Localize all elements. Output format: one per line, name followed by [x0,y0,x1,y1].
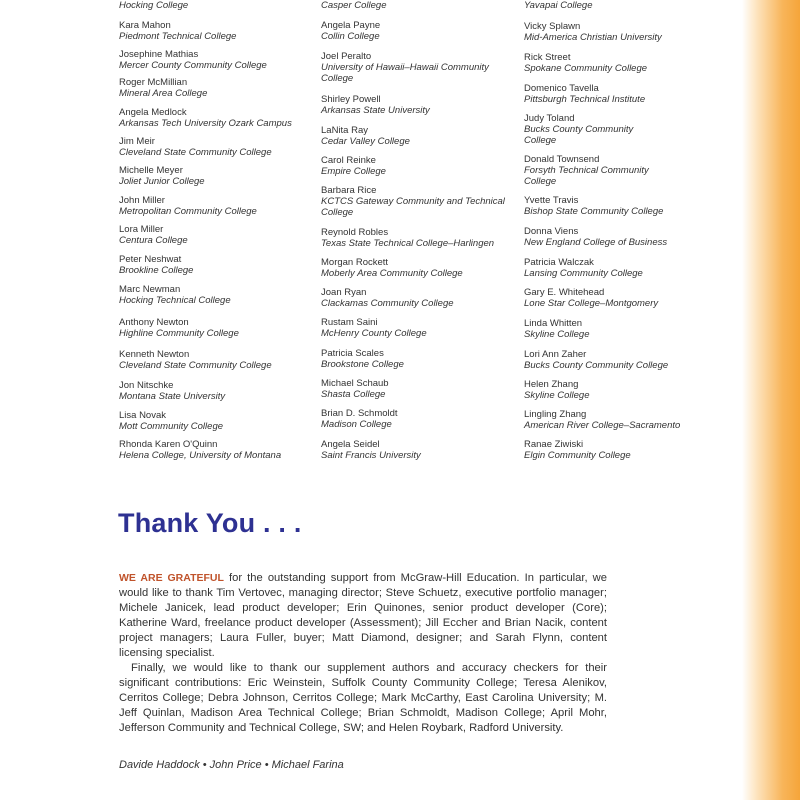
reviewer-name: Judy Toland [524,113,575,124]
reviewer-institution: Hocking Technical College [119,295,231,306]
reviewer-entry [524,287,724,309]
reviewer-institution: Hocking College [119,0,189,11]
reviewer-name: Domenico Tavella [524,83,599,94]
reviewer-institution: Casper College [321,0,387,11]
reviewer-name: Angela Medlock [119,107,187,118]
reviewer-institution: Cleveland State Community College [119,147,272,158]
reviewer-name: Kenneth Newton [119,349,190,360]
reviewer-name: Jim Meir [119,136,155,147]
reviewer-entry [119,439,314,461]
reviewer-entry [119,107,314,129]
reviewer-institution: Brookline College [119,265,194,276]
reviewer-entry [524,83,724,105]
reviewer-institution: University of Hawaii–Hawaii Community College [321,62,489,84]
reviewer-institution: McHenry County College [321,328,427,339]
reviewer-entry [524,439,724,461]
reviewer-name: Carol Reinke [321,155,376,166]
reviewer-entry [524,195,724,217]
reviewer-entry [119,410,314,432]
reviewer-entry [321,378,516,400]
reviewer-institution: Arkansas Tech University Ozark Campus [119,118,292,129]
reviewer-name: Angela Seidel [321,439,380,450]
reviewer-institution: Bishop State Community College [524,206,664,217]
reviewer-institution: Yavapai College [524,0,593,11]
reviewer-entry [119,284,314,306]
reviewer-name: Peter Neshwat [119,254,182,265]
reviewer-entry [119,380,314,402]
reviewer-entry [119,0,314,11]
reviewer-institution: New England College of Business [524,237,668,248]
reviewer-institution: KCTCS Gateway Community and Technical College [321,196,505,218]
decorative-side-band [742,0,800,800]
reviewer-institution: Montana State University [119,391,226,402]
reviewer-institution: Pittsburgh Technical Institute [524,94,646,105]
reviewer-entry [119,224,314,246]
reviewer-entry [119,165,314,187]
reviewer-name: Anthony Newton [119,317,189,328]
reviewer-entry [524,226,724,248]
reviewer-name: Brian D. Schmoldt [321,408,398,419]
reviewer-name: Jon Nitschke [119,380,174,391]
reviewer-name: Morgan Rockett [321,257,389,268]
reviewer-institution: Skyline College [524,329,590,340]
reviewer-entry [321,348,516,370]
reviewer-institution: Saint Francis University [321,450,421,461]
reviewer-institution: Mid-America Christian University [524,32,662,43]
reviewer-name: Donna Viens [524,226,579,237]
reviewer-name: John Miller [119,195,165,206]
author-signature-line: Davide Haddock • John Price • Michael Farina [119,759,344,771]
reviewer-entry [524,409,724,431]
reviewer-institution: Centura College [119,235,188,246]
reviewer-entry [119,317,314,339]
reviewer-institution: Skyline College [524,390,590,401]
reviewer-entry [321,257,516,279]
reviewer-institution: Mercer County Community College [119,60,267,71]
reviewer-entry [321,20,516,42]
reviewer-name: Kara Mahon [119,20,171,31]
reviewer-name: Rustam Saini [321,317,378,328]
acknowledgments-body [119,571,607,736]
reviewer-entry [321,51,516,84]
reviewer-institution: Lansing Community College [524,268,643,279]
reviewer-name: LaNita Ray [321,125,368,136]
reviewer-entry [321,287,516,309]
reviewer-name: Shirley Powell [321,94,381,105]
reviewer-entry [321,94,516,116]
reviewer-institution: Cedar Valley College [321,136,410,147]
reviewer-entry [524,257,724,279]
lead-in-text: WE ARE GRATEFUL [119,572,224,584]
reviewer-name: Linda Whitten [524,318,583,329]
reviewer-institution: Mott Community College [119,421,224,432]
reviewer-institution: Clackamas Community College [321,298,454,309]
reviewer-institution: American River College–Sacramento [524,420,681,431]
reviewer-name: Joel Peralto [321,51,372,62]
reviewer-entry [321,0,516,11]
reviewer-entry [321,439,516,461]
reviewer-institution: Joliet Junior College [119,176,205,187]
reviewer-entry [321,227,516,249]
reviewer-entry [524,349,724,371]
reviewer-institution: Shasta College [321,389,386,400]
reviewer-entry [321,155,516,177]
reviewer-institution: Helena College, University of Montana [119,450,282,461]
reviewer-name: Michelle Meyer [119,165,183,176]
reviewer-institution: Cleveland State Community College [119,360,272,371]
thank-you-heading: Thank You . . . [118,508,302,538]
reviewer-name: Patricia Scales [321,348,384,359]
reviewer-institution: Piedmont Technical College [119,31,237,42]
reviewer-institution: Texas State Technical College–Harlingen [321,238,495,249]
reviewer-entry [321,125,516,147]
reviewer-institution: Elgin Community College [524,450,631,461]
reviewer-entry [321,408,516,430]
reviewer-name: Yvette Travis [524,195,579,206]
reviewer-entry [119,254,314,276]
reviewer-entry [119,49,314,71]
reviewer-name: Vicky Splawn [524,21,581,32]
reviewer-institution: Collin College [321,31,380,42]
reviewer-entry [321,317,516,339]
acknowledgments-paragraph-1 [119,571,607,661]
reviewer-institution: Moberly Area Community College [321,268,463,279]
reviewer-name: Reynold Robles [321,227,389,238]
reviewer-name: Gary E. Whitehead [524,287,605,298]
reviewer-name: Marc Newman [119,284,181,295]
reviewer-name: Angela Payne [321,20,381,31]
reviewer-entry [119,195,314,217]
reviewer-entry [524,52,724,74]
reviewer-name: Donald Townsend [524,154,600,165]
reviewer-entry [321,185,516,218]
reviewer-name: Ranae Ziwiski [524,439,584,450]
reviewer-entry [524,21,724,43]
reviewer-institution: Bucks County Community College [524,124,634,146]
reviewer-entry [119,136,314,158]
reviewer-institution: Mineral Area College [119,88,208,99]
reviewer-name: Josephine Mathias [119,49,199,60]
reviewer-entry [524,113,724,146]
reviewer-name: Lisa Novak [119,410,166,421]
reviewer-institution: Arkansas State University [321,105,430,116]
reviewer-name: Rick Street [524,52,571,63]
reviewer-entry [119,77,314,99]
reviewer-name: Rhonda Karen O'Quinn [119,439,218,450]
reviewer-name: Helen Zhang [524,379,579,390]
reviewer-name: Lora Miller [119,224,164,235]
reviewer-entry [524,379,724,401]
reviewer-institution: Lone Star College–Montgomery [524,298,659,309]
reviewer-institution: Highline Community College [119,328,239,339]
reviewer-entry [119,349,314,371]
paragraph-1-text: for the outstanding support from McGraw-Hill Education. In particular, we would like to thank Tim Vertovec, managing director; Steve Schuetz, executive portfolio manager; Michele Janicek, lead product developer; Erin Quinones, senior product developer (Core); Katherine Ward, freelance product developer (Assessment); Jill Eccher and Brian Nacik, content project managers; Laura Fuller, buyer; Matt Diamond, designer; and Sarah Flynn, content licensing specialist. [119,572,607,659]
reviewer-name: Joan Ryan [321,287,367,298]
reviewer-name: Michael Schaub [321,378,389,389]
reviewer-name: Lori Ann Zaher [524,349,587,360]
reviewer-institution: Madison College [321,419,392,430]
reviewer-institution: Metropolitan Community College [119,206,257,217]
reviewer-institution: Forsyth Technical Community College [524,165,649,187]
reviewer-name: Patricia Walczak [524,257,594,268]
reviewer-entry [524,0,724,11]
reviewer-entry [119,20,314,42]
reviewer-entry [524,154,724,187]
reviewer-institution: Spokane Community College [524,63,648,74]
reviewer-institution: Brookstone College [321,359,404,370]
acknowledgments-paragraph-2: Finally, we would like to thank our supplement authors and accuracy checkers for their significant contributions: Eric Weinstein, Suffolk County Community College; Teresa Alenikov, Cerritos College; Debra Johnson, Cerritos College; Mark McCarthy, East Carolina University; M. Jeff Quinlan, Madison Area Technical College; Brian Schmoldt, Madison College; April Mohr, Jefferson Community and Technical College, SW; and Helen Roybark, Radford University. [119,662,607,734]
reviewer-name: Lingling Zhang [524,409,587,420]
reviewer-name: Roger McMillian [119,77,188,88]
reviewer-entry [524,318,724,340]
reviewer-name: Barbara Rice [321,185,377,196]
reviewer-institution: Bucks County Community College [524,360,669,371]
reviewer-institution: Empire College [321,166,386,177]
